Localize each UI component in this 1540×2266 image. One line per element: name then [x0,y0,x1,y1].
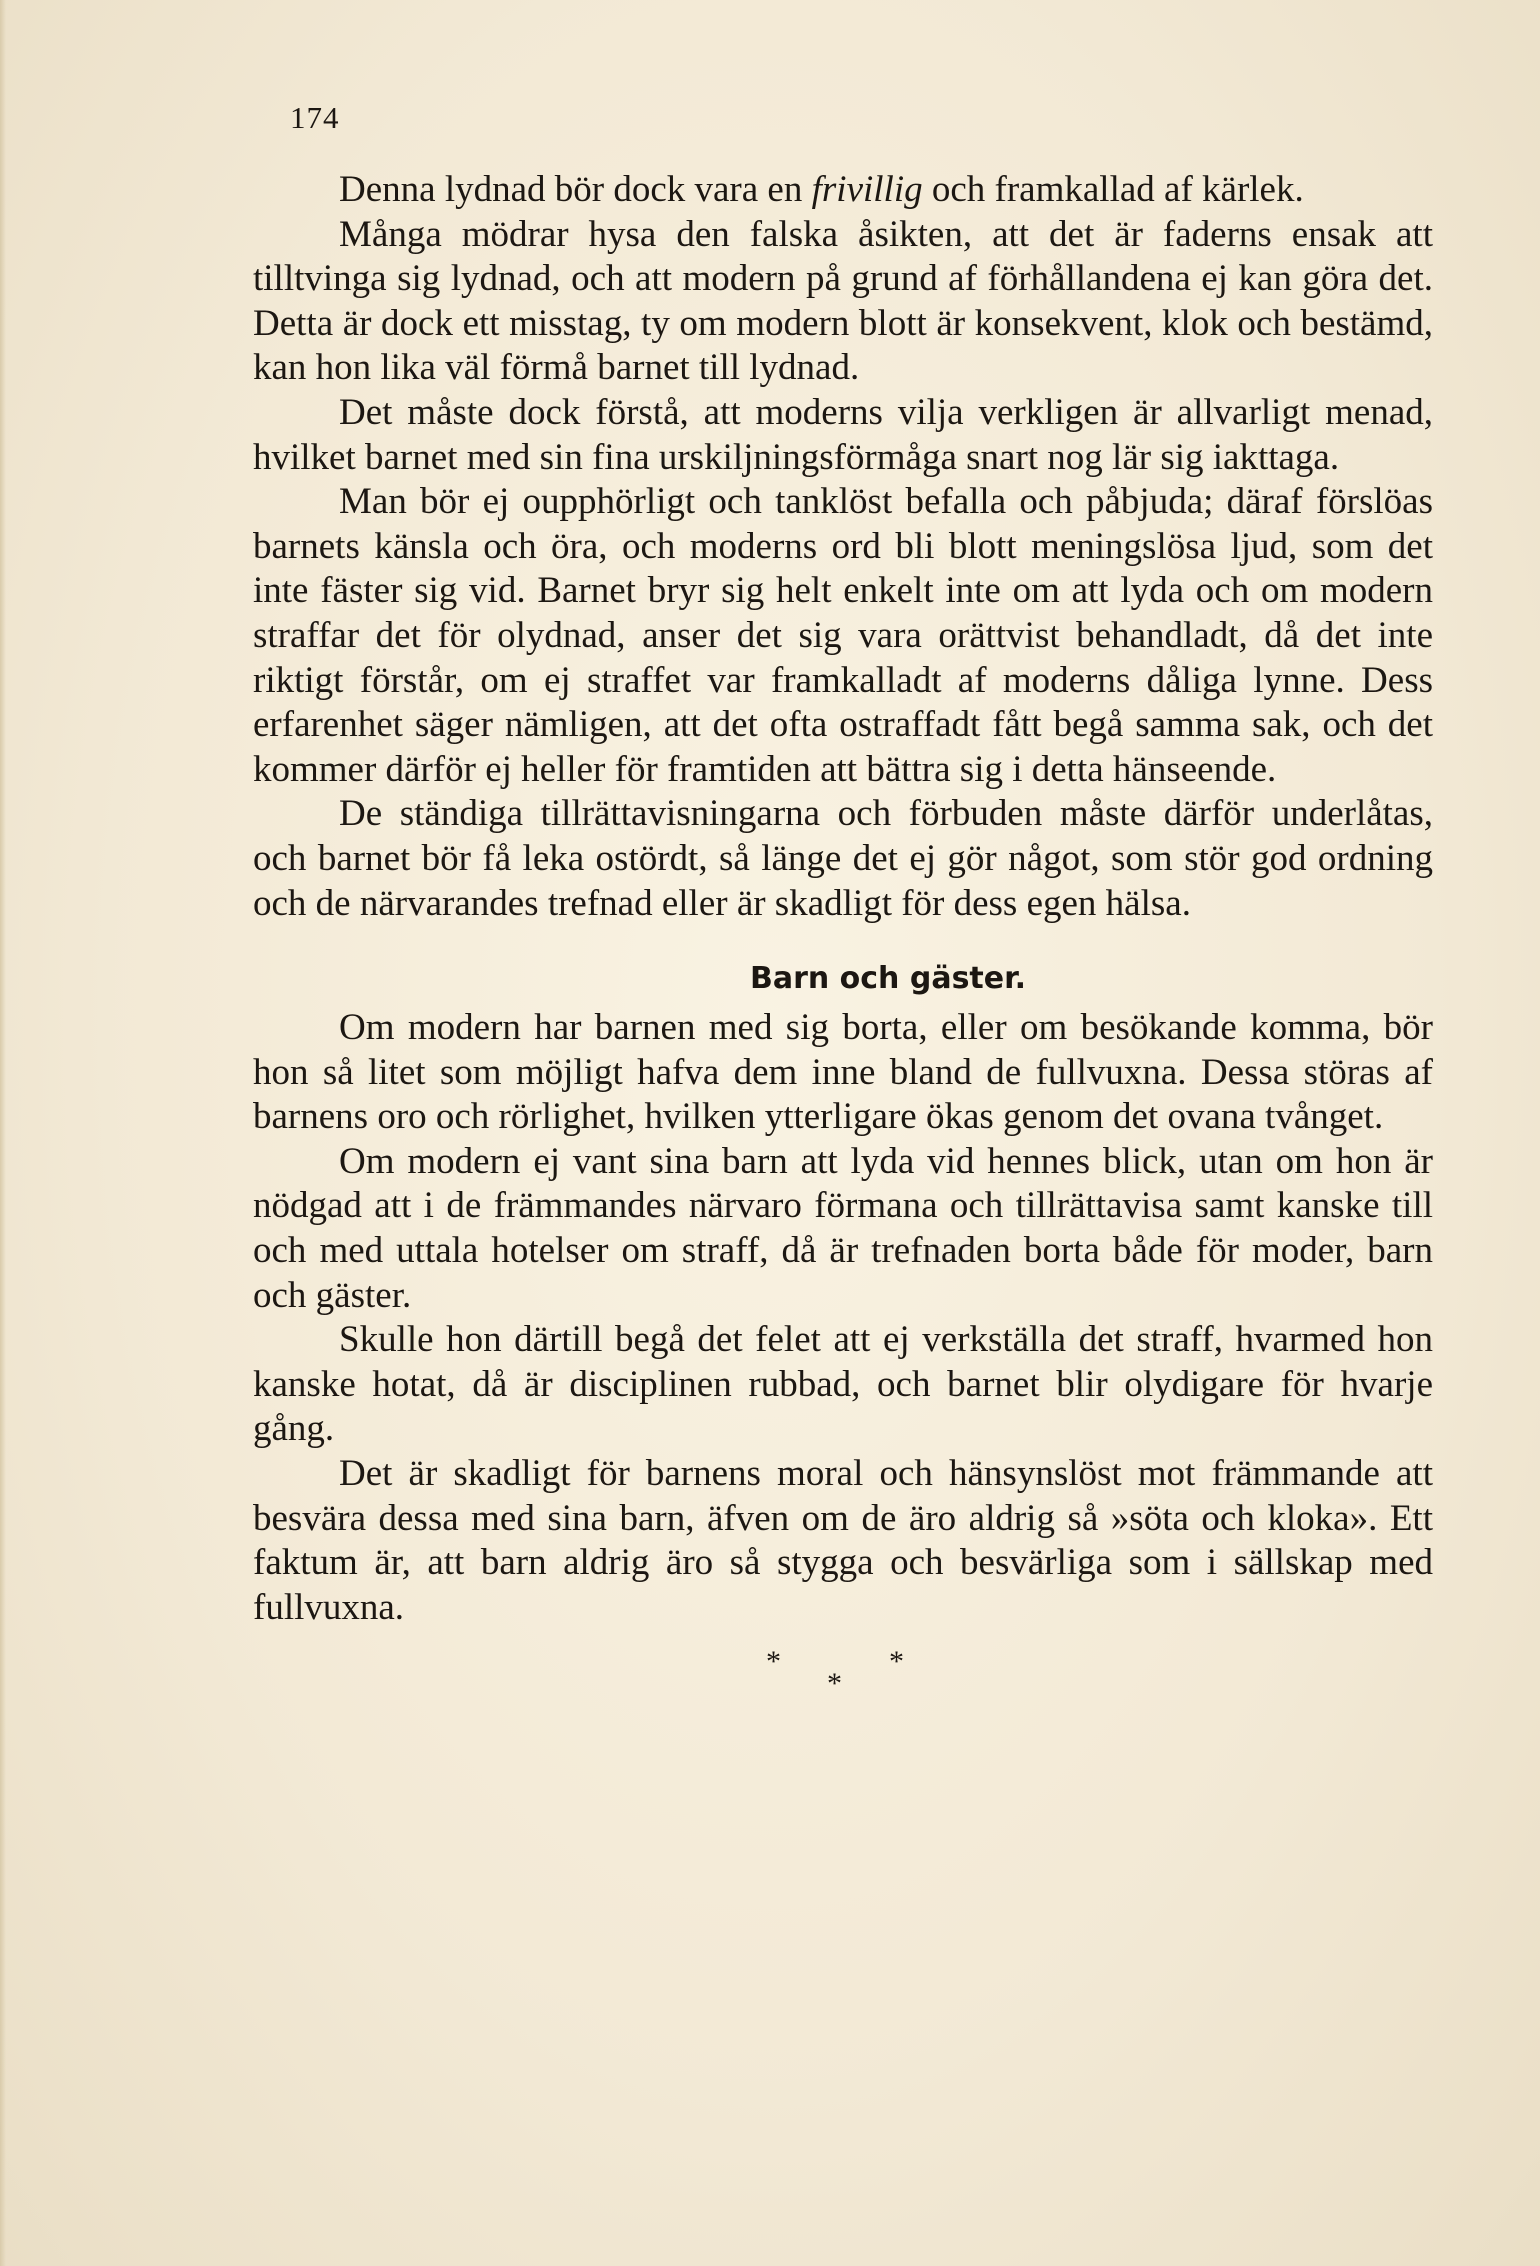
asterisk-bottom: * [827,1667,842,1701]
paragraph-1-text-b: och framkallad af kärlek. [922,169,1304,210]
asterisk-left: * [766,1645,781,1679]
page-number: 174 [290,100,340,135]
paragraph-1-emphasis: frivillig [811,169,923,210]
paragraph-5: De ständiga tillrättavisningarna och förbuden måste därför underlåtas, och barnet bör få leka ostördt, så länge det ej gör något, som stör god ordning och de närvarandes trefnad eller är skadligt för dess egen hälsa. [253,793,1433,924]
paragraph-1 [253,168,1433,213]
page-edge [0,0,6,2266]
asterism-divider [253,1640,1433,1710]
paragraph-1-text-a: Denna lydnad bör dock vara en [339,169,812,210]
paragraph-4: Man bör ej oupphörligt och tanklöst befalla och påbjuda; däraf förslöas barnets känsla och öra, och moderns ord bli blott meningslösa ljud, som det inte fäster sig vid. Barnet bryr sig helt enkelt inte om att lyda och om modern straffar det för olydnad, anser det sig vara orättvist behandladt, då det inte riktigt förstår, om ej straffet var framkalladt af moderns dåliga lynne. Dess erfarenhet säger nämligen, att det ofta ostraffadt fått begå samma sak, och det kommer därför ej heller för framtiden att bättra sig i detta hänseende. [253,481,1433,790]
section-heading: Barn och gäster. [749,961,1027,997]
asterisk-right: * [889,1645,904,1679]
paragraph-8: Skulle hon därtill begå det felet att ej verkställa det straff, hvarmed hon kanske hotat, då är disciplinen rubbad, och barnet blir olydigare för hvarje gång. [253,1319,1433,1450]
paragraph-9: Det är skadligt för barnens moral och hänsynslöst mot främmande att besvära dessa med sina barn, äfven om de äro aldrig så »söta och kloka». Ett faktum är, att barn aldrig äro så stygga och besvärliga som i sällskap med fullvuxna. [253,1453,1433,1628]
paragraph-3: Det måste dock förstå, att moderns vilja verkligen är allvarligt menad, hvilket barnet med sin fina urskiljningsförmåga snart nog lär sig iakttaga. [253,391,1433,478]
body-text [253,168,1433,1710]
paragraph-2: Många mödrar hysa den falska åsikten, att det är faderns ensak att tilltvinga sig lydnad, och att modern på grund af förhållandena ej kan göra det. Detta är dock ett misstag, ty om modern blott är konsekvent, klok och bestämd, kan hon lika väl förmå barnet till lydnad. [253,213,1433,389]
paragraph-6: Om modern har barnen med sig borta, eller om besökande komma, bör hon så litet som möjligt hafva dem inne bland de fullvuxna. Dessa störas af barnens oro och rörlighet, hvilken ytterligare ökas genom det ovana tvånget. [253,1007,1433,1138]
paragraph-7: Om modern ej vant sina barn att lyda vid hennes blick, utan om hon är nödgad att i de främmandes närvaro förmana och tillrättavisa samt kanske till och med uttala hotelser om straff, då är trefnaden borta både för moder, barn och gäster. [253,1140,1433,1316]
